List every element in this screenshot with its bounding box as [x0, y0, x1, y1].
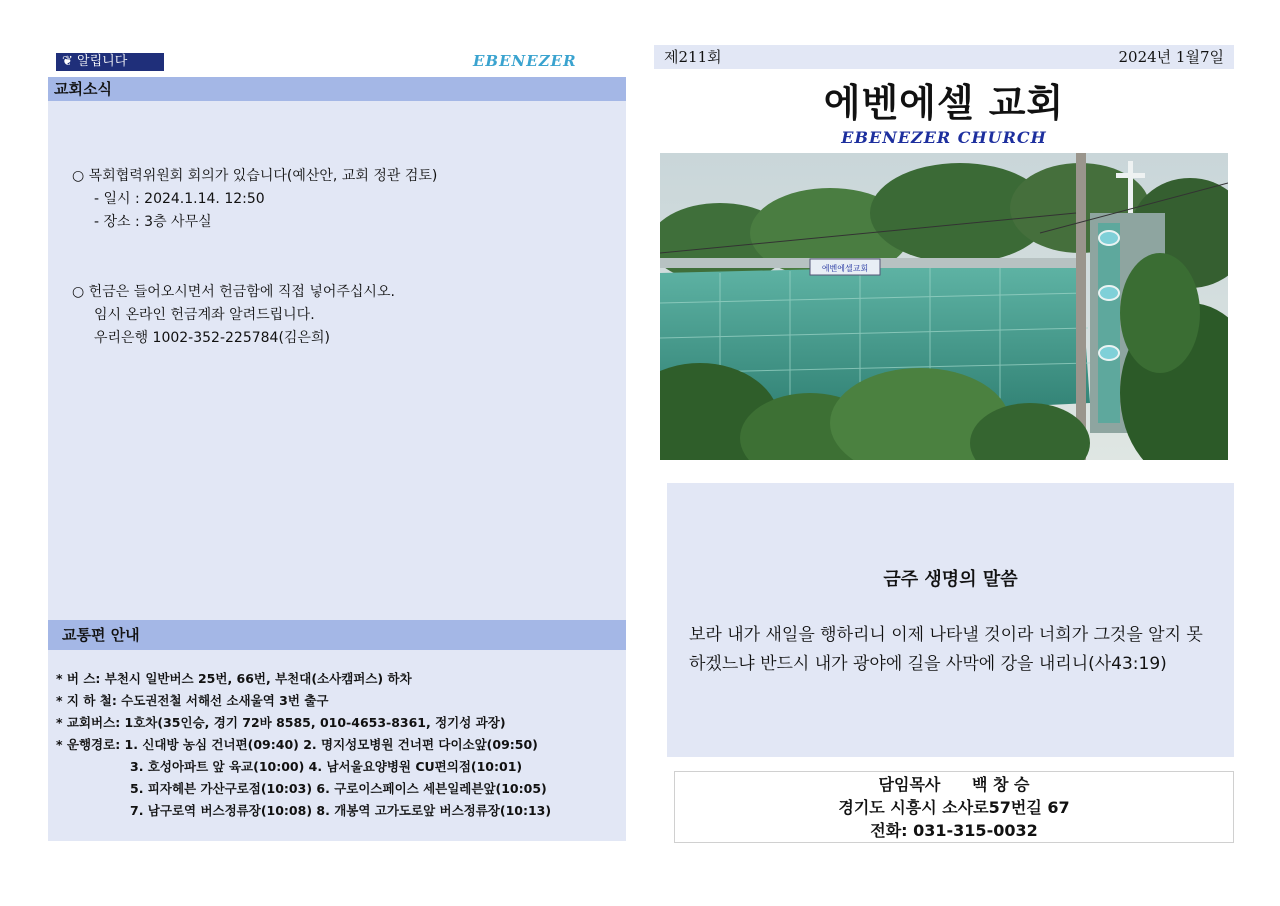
- news-item-meeting-time: - 일시 : 2024.1.14. 12:50: [94, 191, 265, 207]
- transit-route-4: 7. 남구로역 버스정류장(10:08) 8. 개봉역 고가도로앞 버스정류장(10:13): [130, 803, 552, 818]
- church-news-title: 교회소식: [48, 77, 626, 101]
- transit-list: [56, 668, 551, 822]
- issue-date: 2024년 1월7일: [1118, 48, 1224, 66]
- news-item-offering-line2: 임시 온라인 헌금계좌 알려드립니다.: [94, 307, 315, 323]
- news-item-meeting: [72, 165, 437, 234]
- weekly-word-text: 보라 내가 새일을 행하리니 이제 나타낼 것이라 너희가 그것을 알지 못하겠느냐 반드시 내가 광야에 길을 사막에 강을 내리니(사43:19): [689, 625, 1203, 674]
- weekly-word-section: [667, 483, 1234, 757]
- church-sign-text: 에벤에셀교회: [821, 264, 869, 273]
- church-name: 에벤에셀 교회: [823, 81, 1065, 125]
- left-brand-text: EBENEZER: [473, 52, 577, 70]
- notice-tag: ❦ 알립니다: [56, 53, 164, 71]
- news-item-offering-line1: ○ 헌금은 들어오시면서 헌금함에 직접 넣어주십시오.: [72, 284, 395, 300]
- pastor-name: 백 창 승: [971, 775, 1030, 794]
- pastor-line: [675, 773, 1233, 796]
- issue-number: 제211회: [664, 48, 722, 66]
- news-item-meeting-line1: ○ 목회협력위원회 회의가 있습니다(예산안, 교회 정관 검토): [72, 168, 438, 184]
- weekly-word-title: 금주 생명의 말씀: [883, 569, 1018, 590]
- church-phone: 전화: 031-315-0032: [870, 821, 1038, 840]
- transit-route-3: 5. 피자헤븐 가산구로점(10:03) 6. 구로이스페이스 세븐일레븐앞(10:05): [130, 781, 547, 796]
- news-item-offering-account: 우리은행 1002-352-225784(김은희): [94, 330, 330, 346]
- transit-subway: * 지 하 철: 수도권전철 서해선 소새울역 3번 출구: [56, 693, 329, 708]
- transit-church-bus: * 교회버스: 1호차(35인승, 경기 72바 8585, 010-4653-8361, 정기성 과장): [56, 715, 506, 730]
- church-english-name: EBENEZER CHURCH: [841, 128, 1047, 147]
- issue-bar: [654, 45, 1234, 69]
- transit-section: [48, 620, 626, 841]
- transit-route-2: 3. 호성아파트 앞 육교(10:00) 4. 남서울요양병원 CU편의점(10:01): [130, 759, 523, 774]
- pastor-label: 담임목사: [878, 775, 941, 794]
- transit-bus: * 버 스: 부천시 일반버스 25번, 66번, 부천대(소사캠퍼스) 하차: [56, 671, 412, 686]
- transit-route-1: * 운행경로: 1. 신대방 농심 건너편(09:40) 2. 명지성모병원 건너편 다이소앞(09:50): [56, 737, 538, 752]
- church-news-section: [48, 77, 626, 620]
- church-photo: [660, 153, 1228, 460]
- news-item-meeting-place: - 장소 : 3층 사무실: [94, 214, 212, 230]
- news-item-offering: [72, 281, 395, 350]
- church-address: 경기도 시흥시 소사로57번길 67: [838, 798, 1070, 817]
- transit-title: 교통편 안내: [48, 620, 626, 650]
- church-info-footer: [674, 771, 1234, 843]
